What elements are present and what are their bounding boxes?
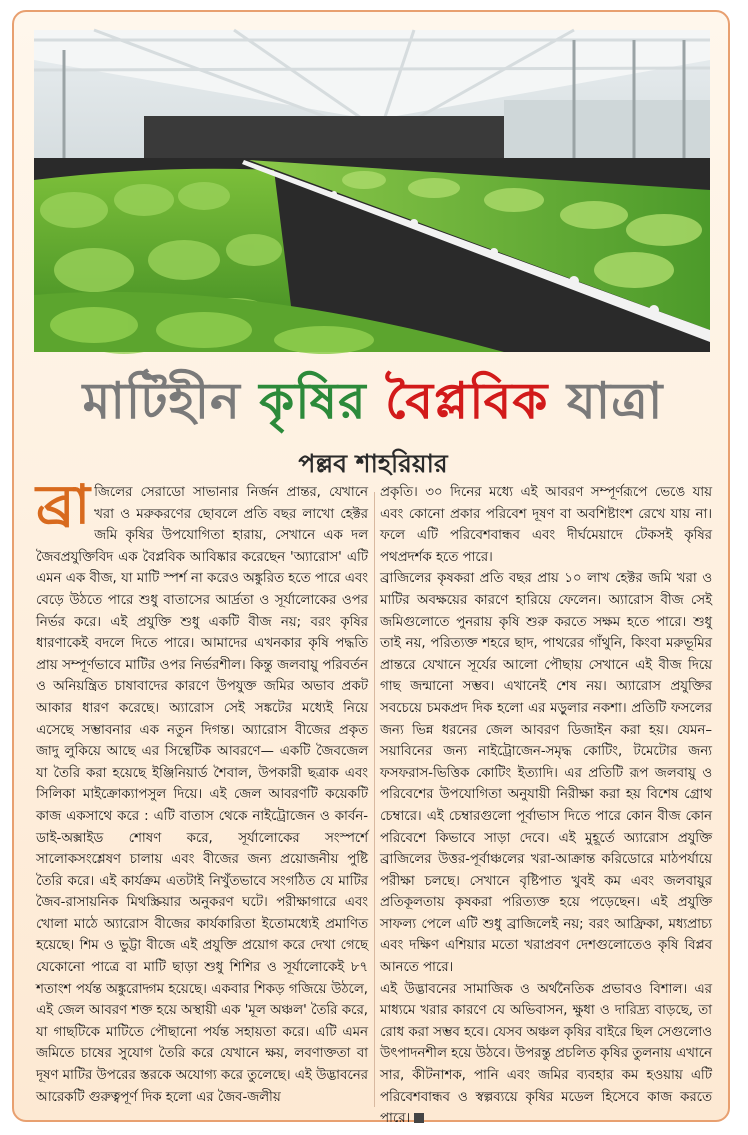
paragraph <box>380 979 712 1130</box>
article-body <box>36 473 712 1127</box>
paragraph: প্রকৃতি। ৩০ দিনের মধ্যে এই আবরণ সম্পূর্ণরূপে ভেঙে যায় এবং কোনো প্রকার পরিবেশ দূষণ বা অবশিষ্টাংশ রেখে যায় না। ফলে এটি পরিবেশবান্ধব এবং দীর্ঘমেয়াদে টেকসই কৃষির পথপ্রদর্শক হতে পারে। <box>380 485 712 565</box>
headline-word-1: মাটিহীন <box>82 372 241 430</box>
end-mark-icon <box>414 1113 424 1123</box>
column-left <box>36 473 368 1112</box>
headline-word-2: কৃষির <box>259 372 367 430</box>
paragraph <box>36 473 368 1108</box>
headline <box>14 370 732 432</box>
greenhouse-photo <box>34 30 710 352</box>
paragraph-text: জিলের সেরাডো সাভানার নির্জন প্রান্তর, যেখানে খরা ও মরুকরণের ছোবলে প্রতি বছর লাখো হেক্টর জমি কৃষির উপযোগিতা হারায়, সেখানে এক দল জৈবপ্রযুক্তিবিদ এক বৈপ্লবিক আবিষ্কার করেছেন 'অ্যারোস' এটি এমন এক বীজ, যা মাটি স্পর্শ না করেও অঙ্কুরিত হতে পারে এবং বেড়ে উঠতে পারে শুধু বাতাসের আর্দ্রতা ও সূর্যালোকের ওপর নির্ভর করে। এই প্রযুক্তি শুধু একটি বীজ নয়; বরং কৃষির ধারণাকেই বদলে দিতে পারে। আমাদের এখনকার কৃষি পদ্ধতি প্রায় সম্পূর্ণভাবে মাটির ওপর নির্ভরশীল। কিন্তু জলবায়ু পরিবর্তন ও অনিয়ন্ত্রিত চাষাবাদের কারণে উপযুক্ত জমির অভাব প্রকট আকার ধারণ করেছে। অ্যারোস সেই সঙ্কটের মধ্যেই নিয়ে এসেছে সম্ভাবনার এক নতুন দিগন্ত। অ্যারোস বীজের প্রকৃত জাদু লুকিয়ে আছে এর সিন্থেটিক আবরণে— একটি জৈবজেল যা তৈরি করা হয়েছে ইঞ্জিনিয়ার্ড শৈবাল, উপকারী ছত্রাক এবং সিলিকা মাইক্রোক্যাপসুল দিয়ে। এই জেল আবরণটি কয়েকটি কাজ একসাথে করে : এটি বাতাস থেকে নাইট্রোজেন ও কার্বন-ডাই-অক্সাইড শোষণ করে, সূর্যালোকের সংস্পর্শে সালোকসংশ্লেষণ চালায় এবং বীজের জন্য প্রয়োজনীয় পুষ্টি তৈরি করে। এই কার্যক্রম এতটাই নিখুঁতভাবে সংগঠিত যে মাটির জৈব-রাসায়নিক মিথস্ক্রিয়ার অনুকরণ ঘটে। পরীক্ষাগারে এবং খোলা মাঠে অ্যারোস বীজের কার্যকারিতা ইতোমধ্যেই প্রমাণিত হয়েছে। শিম ও ভুট্টা বীজে এই প্রযুক্তি প্রয়োগ করে দেখা গেছে যেকোনো পাত্রে বা মাটি ছাড়া শুধু শিশির ও সূর্যালোকেই ৮৭ শতাংশ পর্যন্ত অঙ্কুরোদ্গম হয়েছে। একবার শিকড় গজিয়ে উঠলে, এই জেল আবরণ শক্ত হয়ে অস্থায়ী এক 'মূল অঞ্চল' তৈরি করে, যা গাছটিকে মাটিতে পৌছানো পর্যন্ত সহায়তা করে। এটি এমন জমিতে চাষের সুযোগ তৈরি করে যেখানে ক্ষয়, লবণাক্ততা বা দূষণ মাটির উপরের স্তরকে অযোগ্য করে তুলেছে। এই উদ্ভাবনের আরেকটি গুরুত্বপূর্ণ দিক হলো এর জৈব-জলীয় <box>36 485 368 1105</box>
headline-word-4: যাত্রা <box>566 372 664 430</box>
column-right <box>380 482 712 1127</box>
paragraph-text: এই উদ্ভাবনের সামাজিক ও অর্থনৈতিক প্রভাবও বিশাল। এর মাধ্যমে খরার কারণে যে অভিবাসন, ক্ষুধা ও দারিদ্র্য বাড়ছে, তা রোধ করা সম্ভব হবে। যেসব অঞ্চল কৃষির বাইরে ছিল সেগুলোও উৎপাদনশীল হয়ে উঠবে। উপরন্তু প্রচলিত কৃষির তুলনায় এখানে সার, কীটনাশক, পানি এবং জমির ব্যবহার কম হওয়ায় এটি পরিবেশবান্ধব ও স্বল্পব্যয়ে কৃষির মডেল হিসেবে কাজ করতে পারে। <box>380 981 712 1127</box>
drop-cap: ব্রা <box>36 473 91 536</box>
paragraph: ব্রাজিলের কৃষকরা প্রতি বছর প্রায় ১০ লাখ হেক্টর জমি খরা ও মাটির অবক্ষয়ের কারণে হারিয়ে ফেলেন। অ্যারোস বীজ সেই জমিগুলোতে পুনরায় কৃষি শুরু করতে সক্ষম হতে পারে। শুধু তাই নয়, পরিত্যক্ত শহরে ছাদ, পাথরের গাঁথুনি, কিংবা মরুভূমির প্রান্তরে যেখানে সূর্যের আলো পৌছায় সেখানে এই বীজ দিয়ে গাছ জন্মানো সম্ভব। এখানেই শেষ নয়। অ্যারোস প্রযুক্তির সবচেয়ে চমকপ্রদ দিক হলো এর মড়ুলার নকশা। প্রতিটি ফসলের জন্য ভিন্ন ধরনের জেল আবরণ ডিজাইন করা হয়। যেমন– সয়াবিনের জন্য নাইট্রোজেন-সমৃদ্ধ কোটিং, টমেটোর জন্য ফসফরাস-ভিত্তিক কোটিং ইত্যাদি। এর প্রতিটি রূপ জলবায়ু ও পরিবেশের উপযোগিতা অনুযায়ী নিরীক্ষা করা হয় বিশেষ গ্রোথ চেম্বারে। এই চেম্বারগুলো পূর্বাভাস দিতে পারে কোন বীজ কোন পরিবেশে কিভাবে সাড়া দেবে। এই মুহূর্তে অ্যারোস প্রযুক্তি ব্রাজিলের উত্তর-পূর্বাঞ্চলের খরা-আক্রান্ত করিডোরে মাঠপর্যায়ে পরীক্ষা চলছে। সেখানে বৃষ্টিপাত খুবই কম এবং জলবায়ুর প্রতিকূলতায় কৃষকরা পরিত্যক্ত হয়ে পড়েছেন। এই প্রযুক্তি সাফল্য পেলে এটি শুধু ব্রাজিলেই নয়; বরং আফ্রিকা, মধ্যপ্রাচ্য এবং দক্ষিণ এশিয়ার মতো খরাপ্রবণ দেশগুলোতেও কৃষি বিপ্লব আনতে পারে। <box>380 571 712 976</box>
byline: পল্লব শাহরিয়ার <box>298 449 448 478</box>
headline-word-3: বৈপ্লবিক <box>385 372 549 430</box>
article-frame <box>12 10 730 1127</box>
